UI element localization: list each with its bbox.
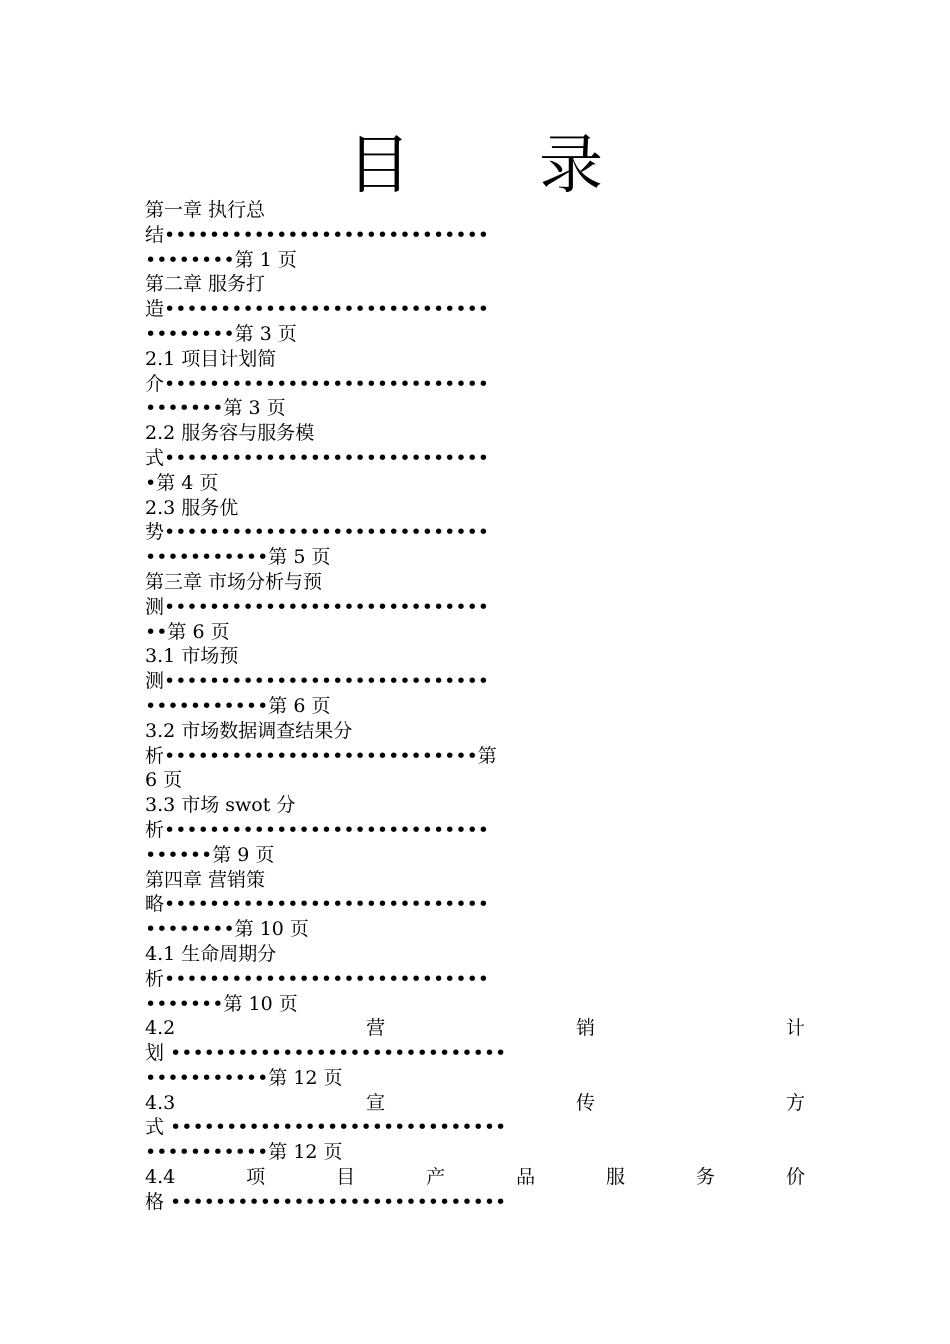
toc-line: 析••••••••••••••••••••••••••••第 (145, 744, 497, 767)
toc-word: 4.3 (145, 1091, 176, 1114)
toc-lines (145, 198, 805, 1016)
toc-line-4-3-dots: 式 •••••••••••••••••••••••••••••• (145, 1116, 507, 1139)
toc-line: ••••••••第 10 页 (145, 918, 309, 941)
toc-line: 式••••••••••••••••••••••••••••• (145, 446, 490, 469)
toc-line: ••第 6 页 (145, 620, 230, 643)
toc-line: ••••••••第 1 页 (145, 248, 297, 271)
toc-word: 计 (785, 1017, 805, 1040)
toc-word: 项 (246, 1166, 266, 1189)
toc-line-4-2-heading (145, 1016, 805, 1041)
toc-line: 第一章 执行总 (145, 199, 266, 221)
toc-word: 价 (785, 1166, 805, 1189)
toc-line: ••••••第 9 页 (145, 843, 275, 866)
toc-line: 第二章 服务打 (145, 273, 266, 296)
toc-line: 造••••••••••••••••••••••••••••• (145, 298, 490, 321)
toc-line: 测••••••••••••••••••••••••••••• (145, 595, 490, 618)
toc-word: 方 (785, 1091, 805, 1114)
toc-line: 3.2 市场数据调查结果分 (145, 719, 353, 742)
toc-line-4-3-heading (145, 1091, 805, 1116)
toc-line: 2.1 项目计划简 (145, 347, 277, 370)
toc-line-4-4-dots: 格 •••••••••••••••••••••••••••••• (145, 1190, 507, 1213)
toc-line: 析••••••••••••••••••••••••••••• (145, 818, 490, 841)
toc-line: •••••••第 3 页 (145, 397, 286, 420)
toc-line: 2.2 服务容与服务模 (145, 422, 315, 445)
toc-word: 务 (696, 1166, 716, 1189)
toc-word: 产 (426, 1166, 446, 1189)
toc-word: 传 (576, 1091, 596, 1114)
toc-line-4-3-page: •••••••••••第 12 页 (145, 1141, 343, 1164)
toc-word: 4.4 (145, 1166, 176, 1189)
toc-line: ••••••••第 3 页 (145, 322, 297, 345)
toc-line: 6 页 (145, 769, 183, 792)
page-title: 目 录 (347, 129, 603, 203)
toc-line-4-2-page: •••••••••••第 12 页 (145, 1066, 343, 1089)
toc-line: 第三章 市场分析与预 (145, 570, 323, 593)
toc-line: •••••••••••第 5 页 (145, 546, 331, 569)
toc-line: 析••••••••••••••••••••••••••••• (145, 967, 490, 990)
toc-line: 3.3 市场 swot 分 (145, 794, 296, 817)
toc-line: 测••••••••••••••••••••••••••••• (145, 670, 490, 693)
toc-line: 略••••••••••••••••••••••••••••• (145, 893, 490, 916)
toc-word: 品 (516, 1166, 536, 1189)
toc-word: 销 (576, 1017, 596, 1040)
toc-line: 第四章 营销策 (145, 868, 266, 891)
toc-word: 宣 (366, 1091, 386, 1114)
toc-line: 结••••••••••••••••••••••••••••• (145, 223, 490, 246)
toc-line: 3.1 市场预 (145, 645, 239, 668)
toc-word: 目 (336, 1166, 356, 1189)
toc-line-4-4-heading (145, 1165, 805, 1190)
toc-line: 4.1 生命周期分 (145, 942, 277, 965)
toc-word: 4.2 (145, 1017, 176, 1040)
toc-word: 营 (366, 1017, 386, 1040)
toc-line-4-2-dots: 划 •••••••••••••••••••••••••••••• (145, 1042, 507, 1065)
toc-line: 2.3 服务优 (145, 496, 239, 519)
toc-word: 服 (606, 1166, 626, 1189)
toc-line: 势••••••••••••••••••••••••••••• (145, 521, 490, 544)
table-of-contents (145, 198, 805, 1215)
toc-line: •••••••第 10 页 (145, 992, 298, 1015)
toc-line: •第 4 页 (145, 471, 219, 494)
toc-line: •••••••••••第 6 页 (145, 694, 331, 717)
toc-line: 介••••••••••••••••••••••••••••• (145, 372, 490, 395)
